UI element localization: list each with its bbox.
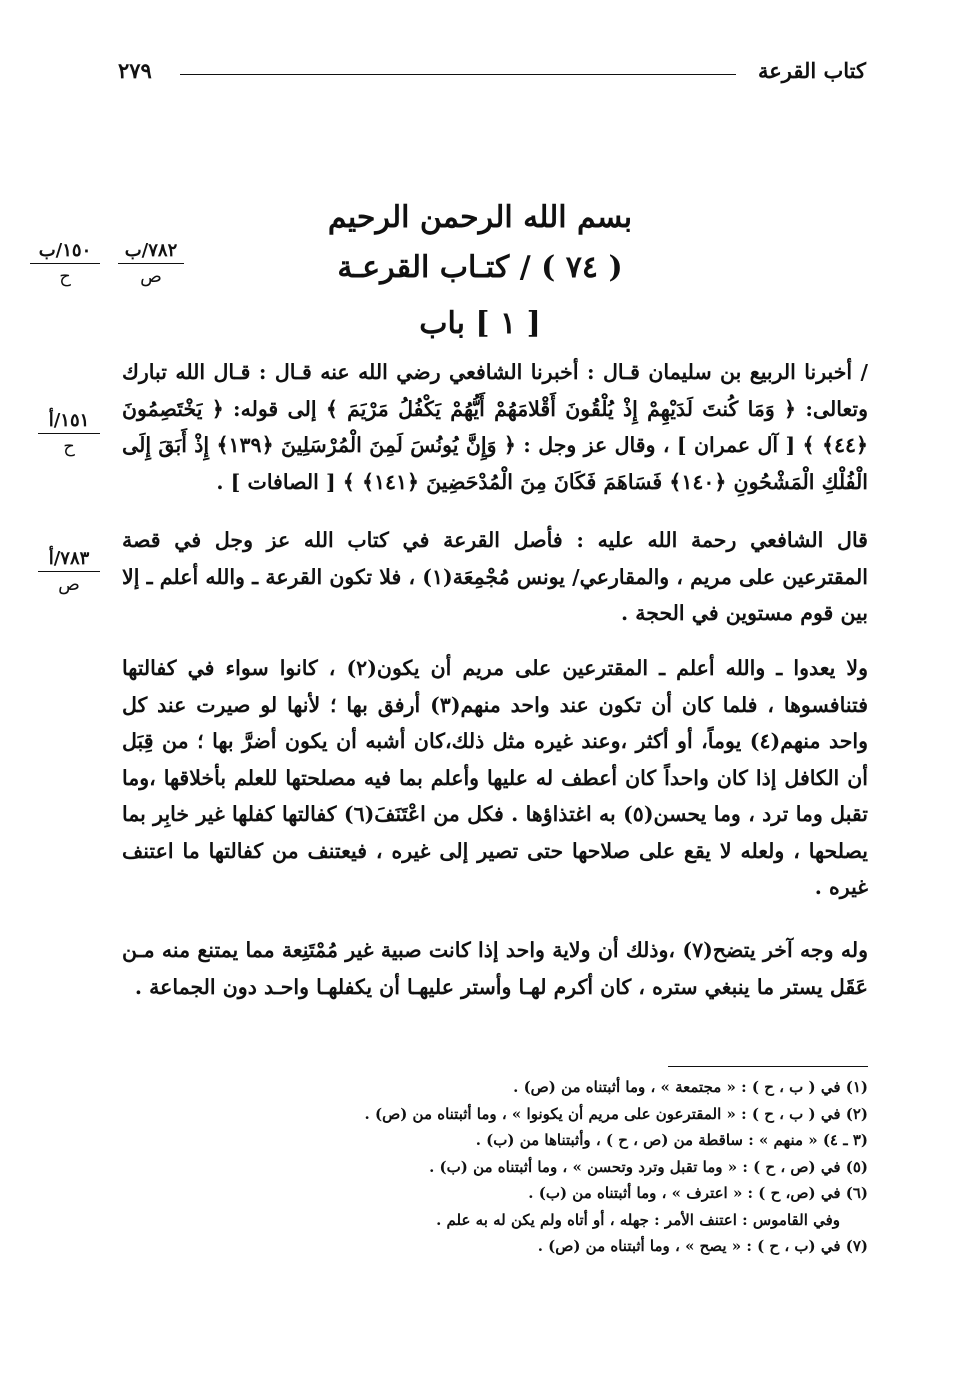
paragraph: ولا يعدوا ـ والله أعلم ـ المقترعين على مريم أن يكون(٢) ، كانوا سواء في كفالتها فتنافسوها ، فلما كان أن تكون عند واحد منهم(٣) أرفق بها ؛ لأنها لو صيرت عند كل واحد منهم(٤) يوماً، أو أكثر ،وعند غيره مثل ذلك،كان أشبه أن يكون أضرَّ بها ؛ من قِبَل أن الكافل إذا كان واحداً كان أعطف له عليها وأعلم بما فيه مصلحتها للعلم بأخلاقها ،وما تقبل وما ترد ، وما يحسن(٥) به اغتذاؤها . فكل من اعْتَنَفَ(٦) كفالتها كفلها غير خابِر بما يصلحها ، ولعله لا يقع على صلاحها حتى تصير إلى غيره ، فيعتنف من كفالتها ما اعتنف غيره . — [122, 656, 869, 899]
margin-ref-manuscript: ص — [140, 266, 162, 287]
footnote: (٣ ـ ٤) « منهم » : ساقطة من (ص ، ح ) ، وأثبتناها من (ب) . — [475, 1131, 868, 1149]
footnote: وفي القاموس : اعتنف الأمر : جهله ، أو أتاه ولم يكن له به علم . — [436, 1210, 840, 1229]
footnote-rule — [668, 1066, 868, 1067]
footnote: (٢) في ( ب ، ح ) : « المقترعون على مريم أن يكونوا » ، وما أثبتناه من (ص) . — [364, 1104, 868, 1123]
margin-ref — [118, 240, 184, 287]
footnote: (٥) في (ص ، ح ) : « وما تقبل وترد وتحسن » ، وما أثبتناه من (ب) . — [429, 1157, 868, 1176]
margin-ref-manuscript: ص — [58, 574, 80, 595]
footnote: (١) في ( ب ، ح ) : « مجتمعة » ، وما أثبتناه من (ص) . — [513, 1078, 868, 1096]
margin-ref — [38, 410, 100, 457]
margin-ref-folio: ١٥١/أ — [38, 410, 100, 434]
margin-ref — [38, 548, 100, 595]
book-title: ( ٧٤ ) / كتـاب القرعـة — [337, 250, 623, 285]
header-rule — [180, 74, 736, 75]
basmala: بسم الله الرحمن الرحيم — [327, 200, 633, 235]
footnotes — [122, 1074, 868, 1260]
footnote: (٧) في (ب ، ح ) : « يصح » ، وما أثبتناه من (ص) . — [537, 1237, 868, 1255]
margin-ref-manuscript: ح — [63, 436, 75, 457]
margin-ref-folio: ٧٨٢/ب — [118, 240, 184, 264]
paragraph: قال الشافعي رحمة الله عليه : فأصل القرعة في كتاب الله عز وجل في قصة المقترعين على مريم ، والمقارعي/ يونس مُجْمِعَة(١) ، فلا تكون القرعة ـ والله أعلم ـ إلا بين قوم مستوين في الحجة . — [122, 528, 868, 625]
book-name: كتاب القرعة — [757, 58, 866, 83]
page-number: ٢٧٩ — [118, 58, 152, 83]
running-header — [118, 58, 866, 86]
margin-ref-folio: ١٥٠/ب — [30, 240, 100, 264]
margin-ref — [30, 240, 100, 287]
margin-ref-folio: ٧٨٣/أ — [38, 548, 100, 572]
paragraph: وله وجه آخر يتضح(٧) ،وذلك أن ولاية واحد إذا كانت صبية غير مُمْتَنِعة مما يمتنع منه مـن عَقَل يستر ما ينبغي ستره ، كان أكرم لهـا وأستر عليهـا أن يكفلهـا واحـد دون الجماعة . — [122, 938, 868, 999]
margin-ref-manuscript: ح — [59, 266, 71, 287]
chapter-heading: [ ١ ] باب — [419, 306, 541, 341]
footnote: (٦) في (ص، ح ) : « اعترف » ، وما أثبتناه من (ب) . — [528, 1184, 868, 1202]
paragraph: / أخبرنا الربيع بن سليمان قـال : أخبرنا الشافعي رضي الله عنه قـال : قـال الله تبارك وتعالى: ﴿ وَمَا كُنتَ لَدَيْهِمْ إِذْ يُلْقُونَ أَقْلامَهُمْ أَيُّهُمْ يَكْفُلُ مَرْيَمَ ﴾ إلى قوله: ﴿ يَخْتَصِمُونَ ﴿٤٤﴾ ﴾ [ آل عمران ] ، وقال عز وجل : ﴿ وَإِنَّ يُونُسَ لَمِنَ الْمُرْسَلِينَ ﴿١٣٩﴾ إِذْ أَبَقَ إِلَى الْفُلْكِ الْمَشْحُونِ ﴿١٤٠﴾ فَسَاهَمَ فَكَانَ مِنَ الْمُدْحَضِينَ ﴿١٤١﴾ ﴾ [ الصافات ] . — [122, 360, 868, 494]
